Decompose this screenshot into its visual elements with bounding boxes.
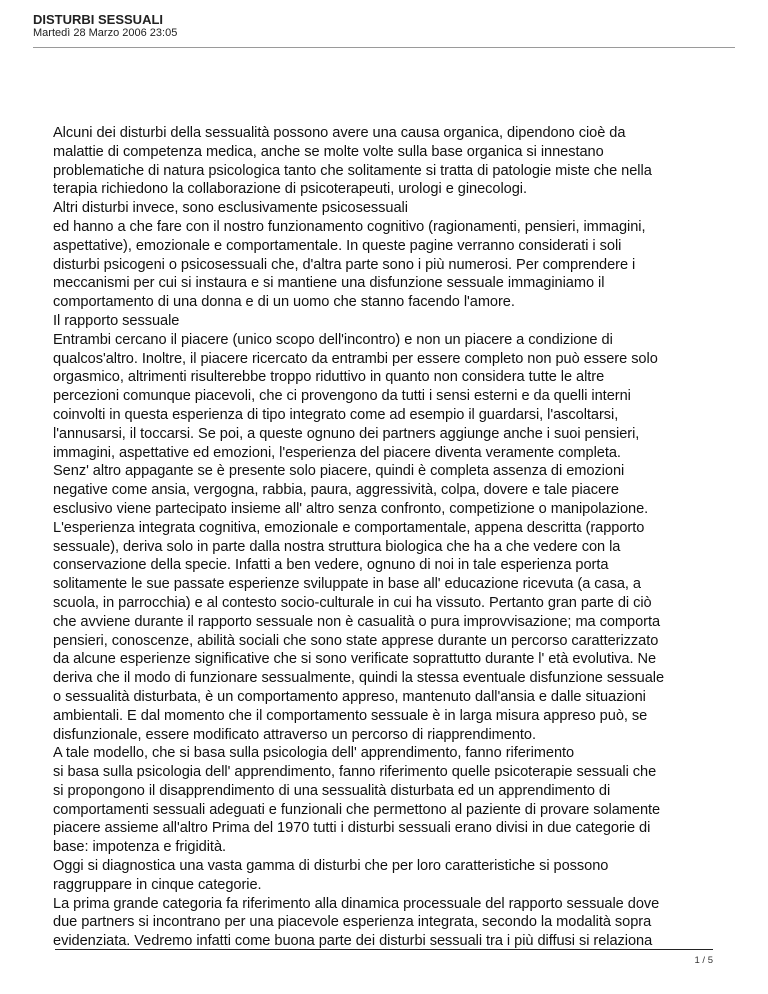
text-line: L'esperienza integrata cognitiva, emozionale e comportamentale, appena descritta (rapporto — [53, 519, 645, 536]
text-line: l'annusarsi, il toccarsi. Se poi, a queste ognuno dei partners aggiunge anche i suoi pensieri, — [53, 425, 640, 442]
text-line: Il rapporto sessuale — [53, 312, 180, 329]
page-header — [33, 12, 177, 40]
text-line: due partners si incontrano per una piacevole esperienza integrata, secondo la modalità sopra — [53, 914, 652, 931]
footer-divider — [55, 949, 713, 950]
text-line: ambientali. E dal momento che il comportamento sessuale è in larga misura appreso può, se — [53, 707, 648, 724]
text-line: Oggi si diagnostica una vasta gamma di disturbi che per loro caratteristiche si possono — [53, 858, 609, 875]
text-line: orgasmico, altrimenti risulterebbe troppo riduttivo in quanto non considera tutte le altre — [53, 369, 605, 386]
text-line: disturbi psicogeni o psicosessuali che, d'altra parte sono i più numerosi. Per comprendere i — [53, 256, 636, 273]
text-line: negative come ansia, vergogna, rabbia, paura, aggressività, colpa, dovere e tale piacere — [53, 482, 619, 499]
text-line: scuola, in parrocchia) e al contesto socio-culturale in cui ha vissuto. Pertanto gran parte di ciò — [53, 594, 652, 611]
text-line: esclusivo viene partecipato insieme all' altro senza confronto, competizione o manipolazione. — [53, 500, 649, 517]
text-line: meccanismi per cui si instaura e si mantiene una disfunzione sessuale immaginiamo il — [53, 275, 605, 292]
text-line: comportamento di una donna e di un uomo che stanno facendo l'amore. — [53, 294, 515, 311]
text-line: disfunzionale, essere modificato attraverso un percorso di riapprendimento. — [53, 726, 536, 743]
text-line: Senz' altro appagante se è presente solo piacere, quindi è completa assenza di emozioni — [53, 463, 625, 480]
text-line: si basa sulla psicologia dell' apprendimento, fanno riferimento quelle psicoterapie sessuali che — [53, 764, 657, 781]
text-line: Altri disturbi invece, sono esclusivamente psicosessuali — [53, 200, 408, 217]
document-date: Martedì 28 Marzo 2006 23:05 — [33, 27, 178, 39]
text-line: coinvolti in questa esperienza di tipo integrato come ad esempio il guardarsi, l'ascoltarsi, — [53, 406, 619, 423]
text-line: comportamenti sessuali adeguati e funzionali che permettono al paziente di provare solamente — [53, 801, 661, 818]
header-divider — [33, 47, 735, 48]
text-line: La prima grande categoria fa riferimento alla dinamica processuale del rapporto sessuale dove — [53, 895, 660, 912]
text-line: conservazione della specie. Infatti a ben vedere, ognuno di noi in tale esperienza porta — [53, 557, 609, 574]
text-line: aspettative), emozionale e comportamentale. In queste pagine verranno considerati i soli — [53, 237, 622, 254]
page-number: 1 / 5 — [694, 955, 713, 966]
text-line: base: impotenza e frigidità. — [53, 839, 227, 856]
text-line: o sessualità disturbata, è un comportamento appreso, mantenuto dall'ansia e dalle situazioni — [53, 688, 646, 705]
text-line: Entrambi cercano il piacere (unico scopo dell'incontro) e non un piacere a condizione di — [53, 331, 613, 348]
text-line: Alcuni dei disturbi della sessualità possono avere una causa organica, dipendono cioè da — [53, 125, 626, 141]
text-line: solitamente le sue passate esperienze sviluppate in base all' educazione ricevuta (a casa, a — [53, 576, 641, 593]
text-line: immagini, aspettative ed emozioni, l'esperienza del piacere diventa veramente completa. — [53, 444, 621, 461]
text-line: qualcos'altro. Inoltre, il piacere ricercato da entrambi per essere completo non può essere solo — [53, 350, 658, 367]
document-title: DISTURBI SESSUALI — [33, 12, 164, 27]
text-line: pensieri, conoscenze, abilità sociali che sono state apprese durante un percorso caratterizzato — [53, 632, 659, 649]
text-line: deriva che il modo di funzionare sessualmente, quindi la stessa eventuale disfunzione sessuale — [53, 670, 665, 687]
text-line: ed hanno a che fare con il nostro funzionamento cognitivo (ragionamenti, pensieri, immagini, — [53, 218, 646, 235]
text-line: che avviene durante il rapporto sessuale non è casualità o pura improvvisazione; ma comporta — [53, 613, 661, 630]
text-line: da alcune esperienze significative che si sono verificate soprattutto durante l' età evolutiva. Ne — [53, 651, 657, 668]
text-line: malattie di competenza medica, anche se molte volte sulla base organica si innestano — [53, 143, 604, 160]
body-text — [53, 124, 743, 951]
text-line: evidenziata. Vedremo infatti come buona parte dei disturbi sessuali tra i più diffusi si relaziona — [53, 933, 653, 950]
text-line: A tale modello, che si basa sulla psicologia dell' apprendimento, fanno riferimento — [53, 745, 575, 762]
text-line: terapia richiedono la collaborazione di psicoterapeuti, urologi e ginecologi. — [53, 181, 527, 198]
text-line: piacere assieme all'altro Prima del 1970 tutti i disturbi sessuali erano divisi in due categorie di — [53, 820, 651, 837]
text-line: percezioni comunque piacevoli, che ci provengono da tutti i sensi esterni e da quelli interni — [53, 388, 631, 405]
text-line: si propongono il disapprendimento di una sessualità disturbata ed un apprendimento di — [53, 782, 611, 799]
text-line: raggruppare in cinque categorie. — [53, 876, 262, 893]
text-line: problematiche di natura psicologica tanto che solitamente si tratta di patologie miste che nella — [53, 162, 652, 179]
text-line: sessuale), deriva solo in parte dalla nostra struttura biologica che ha a che vedere con la — [53, 538, 621, 555]
